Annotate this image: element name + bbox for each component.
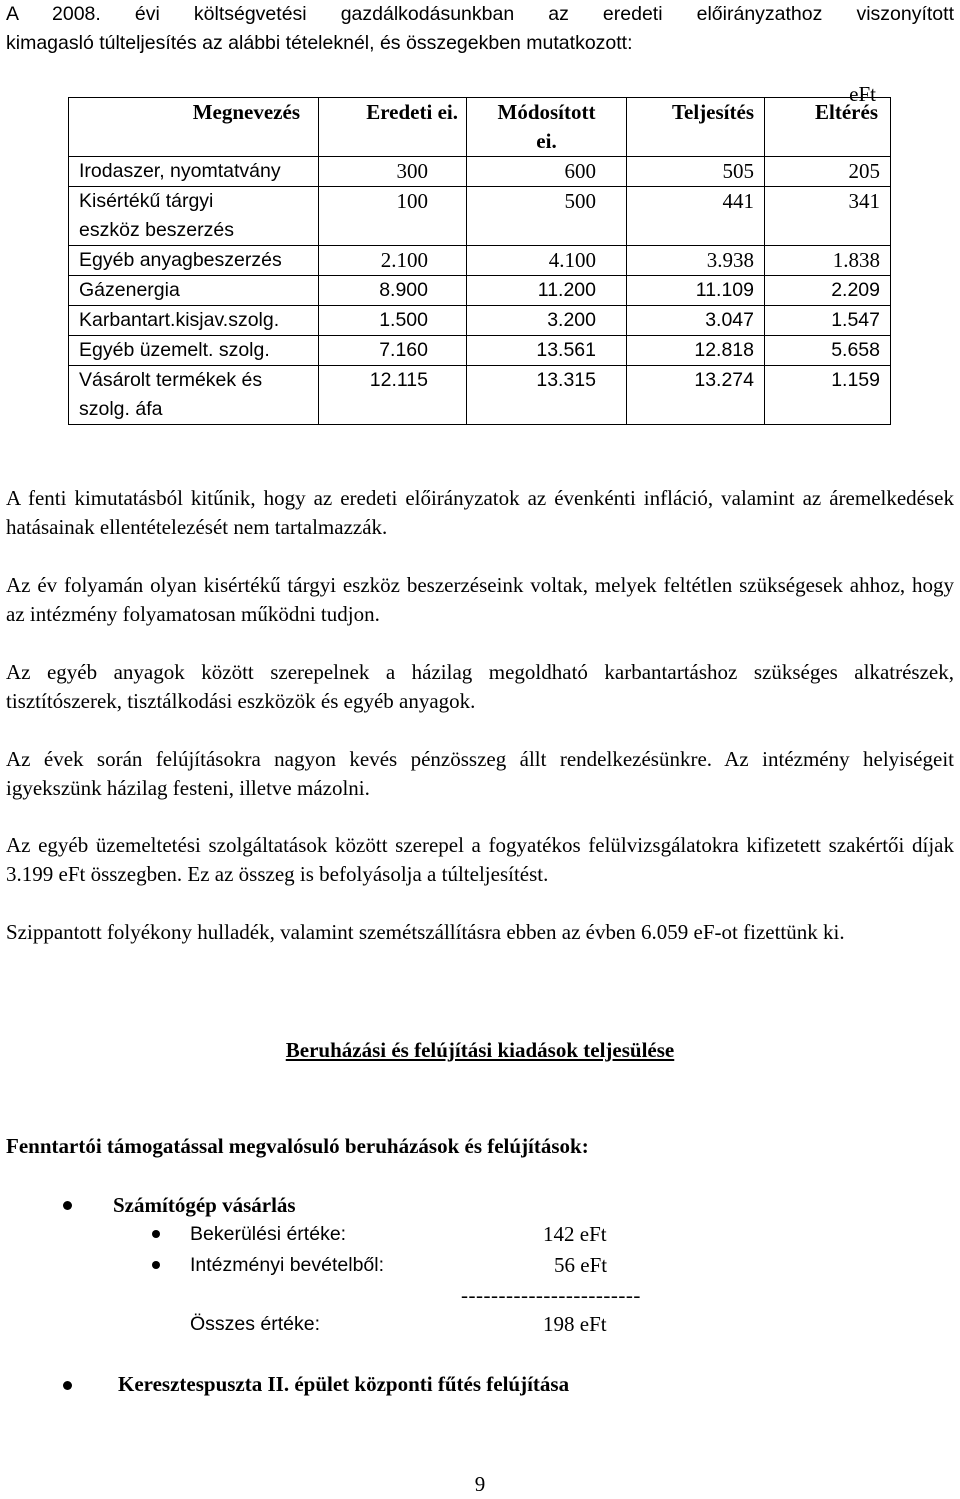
row-modositott: 4.100 <box>467 246 627 276</box>
header-teljesites: Teljesítés <box>627 98 765 157</box>
row-name: Karbantart.kisjav.szolg. <box>69 306 319 336</box>
row-teljesites: 505 <box>627 157 765 187</box>
table-row <box>69 276 891 306</box>
table-header-row <box>69 98 891 157</box>
bullet-icon <box>63 1381 72 1390</box>
sum-separator: ------------------------ <box>461 1283 641 1307</box>
row-eredeti: 7.160 <box>319 336 467 366</box>
item-title-heating: Keresztespuszta II. épület központi fűtés felújítása <box>118 1372 570 1396</box>
section-heading: Beruházási és felújítási kiadások teljesülése <box>285 1038 675 1062</box>
row-teljesites: 12.818 <box>627 336 765 366</box>
row-teljesites: 11.109 <box>627 276 765 306</box>
line-label-income: Intézményi bevételből: <box>190 1254 385 1276</box>
header-modositott: Módosított ei. <box>467 98 627 157</box>
row-name: Egyéb anyagbeszerzés <box>69 246 319 276</box>
row-modositott: 11.200 <box>467 276 627 306</box>
header-elteres: Eltérés <box>765 98 891 157</box>
row-elteres: 1.547 <box>765 306 891 336</box>
table-row <box>69 246 891 276</box>
table-row <box>69 306 891 336</box>
total-amount: 198 eFt <box>543 1312 607 1336</box>
item-title-computer: Számítógép vásárlás <box>113 1193 296 1217</box>
paragraph-waste: Szippantott folyékony hulladék, valamint szemétszállításra ebben az évben 6.059 eF-ot fizettünk ki. <box>6 920 845 944</box>
table-row <box>69 187 891 246</box>
line-label-cost: Bekerülési értéke: <box>190 1223 347 1245</box>
header-megnevezes: Megnevezés <box>69 98 319 157</box>
paragraph-services: Az egyéb üzemeltetési szolgáltatások között szerepel a fogyatékos felülvizsgálatokra kifizetett szakértői díjak 3.199 eFt összegben. Ez az összeg is befolyásolja a túlteljesítést. <box>6 833 954 886</box>
row-teljesites: 441 <box>627 187 765 246</box>
row-elteres: 205 <box>765 157 891 187</box>
row-name: Egyéb üzemelt. szolg. <box>69 336 319 366</box>
table-row <box>69 336 891 366</box>
table-row <box>69 366 891 425</box>
unit-label: eFt <box>849 82 876 106</box>
row-eredeti: 100 <box>319 187 467 246</box>
row-eredeti: 2.100 <box>319 246 467 276</box>
total-label: Összes értéke: <box>190 1313 321 1335</box>
paragraph-inflation: A fenti kimutatásból kitűnik, hogy az eredeti előirányzatok az évenkénti infláció, valamint az áremelkedések hatásainak ellentételezését nem tartalmazzák. <box>6 486 954 539</box>
row-elteres: 341 <box>765 187 891 246</box>
row-elteres: 5.658 <box>765 336 891 366</box>
line-amount-cost: 142 eFt <box>543 1222 607 1246</box>
intro-text <box>6 0 954 58</box>
row-teljesites: 13.274 <box>627 366 765 425</box>
row-modositott: 3.200 <box>467 306 627 336</box>
bullet-icon <box>152 1230 160 1238</box>
row-eredeti: 1.500 <box>319 306 467 336</box>
page-number: 9 <box>474 1472 486 1496</box>
row-name: Irodaszer, nyomtatvány <box>69 157 319 187</box>
row-eredeti: 8.900 <box>319 276 467 306</box>
budget-table <box>68 97 891 425</box>
row-elteres: 2.209 <box>765 276 891 306</box>
row-modositott: 600 <box>467 157 627 187</box>
bullet-icon <box>63 1201 72 1210</box>
row-elteres: 1.159 <box>765 366 891 425</box>
row-modositott: 13.561 <box>467 336 627 366</box>
row-modositott: 500 <box>467 187 627 246</box>
row-name: Vásárolt termékek és szolg. áfa <box>69 366 319 425</box>
row-teljesites: 3.938 <box>627 246 765 276</box>
row-modositott: 13.315 <box>467 366 627 425</box>
row-name: Gázenergia <box>69 276 319 306</box>
intro-line-2: kimagasló túlteljesítés az alábbi tételeknél, és összegekben mutatkozott: <box>6 32 633 54</box>
paragraph-renovation: Az évek során felújításokra nagyon kevés pénzösszeg állt rendelkezésünkre. Az intézmény helyiségeit igyekszünk házilag festeni, illetve mázolni. <box>6 747 954 800</box>
intro-line-1: A 2008. évi költségvetési gazdálkodásunkban az eredeti előirányzathoz viszonyított <box>6 3 954 25</box>
paragraph-materials: Az egyéb anyagok között szerepelnek a házilag megoldható karbantartáshoz szükséges alkatrészek, tisztítószerek, tisztálkodási eszközök és egyéb anyagok. <box>6 660 954 713</box>
row-eredeti: 300 <box>319 157 467 187</box>
line-amount-income: 56 eFt <box>554 1253 608 1277</box>
row-name: Kisértékű tárgyi eszköz beszerzés <box>69 187 319 246</box>
bullet-icon <box>152 1261 160 1269</box>
table-row <box>69 157 891 187</box>
row-elteres: 1.838 <box>765 246 891 276</box>
subsection-heading: Fenntartói támogatással megvalósuló beruházások és felújítások: <box>6 1134 589 1158</box>
row-teljesites: 3.047 <box>627 306 765 336</box>
row-eredeti: 12.115 <box>319 366 467 425</box>
header-eredeti: Eredeti ei. <box>319 98 467 157</box>
paragraph-assets: Az év folyamán olyan kisértékű tárgyi eszköz beszerzéseink voltak, melyek feltétlen szükségesek ahhoz, hogy az intézmény folyamatosan működni tudjon. <box>6 573 954 626</box>
